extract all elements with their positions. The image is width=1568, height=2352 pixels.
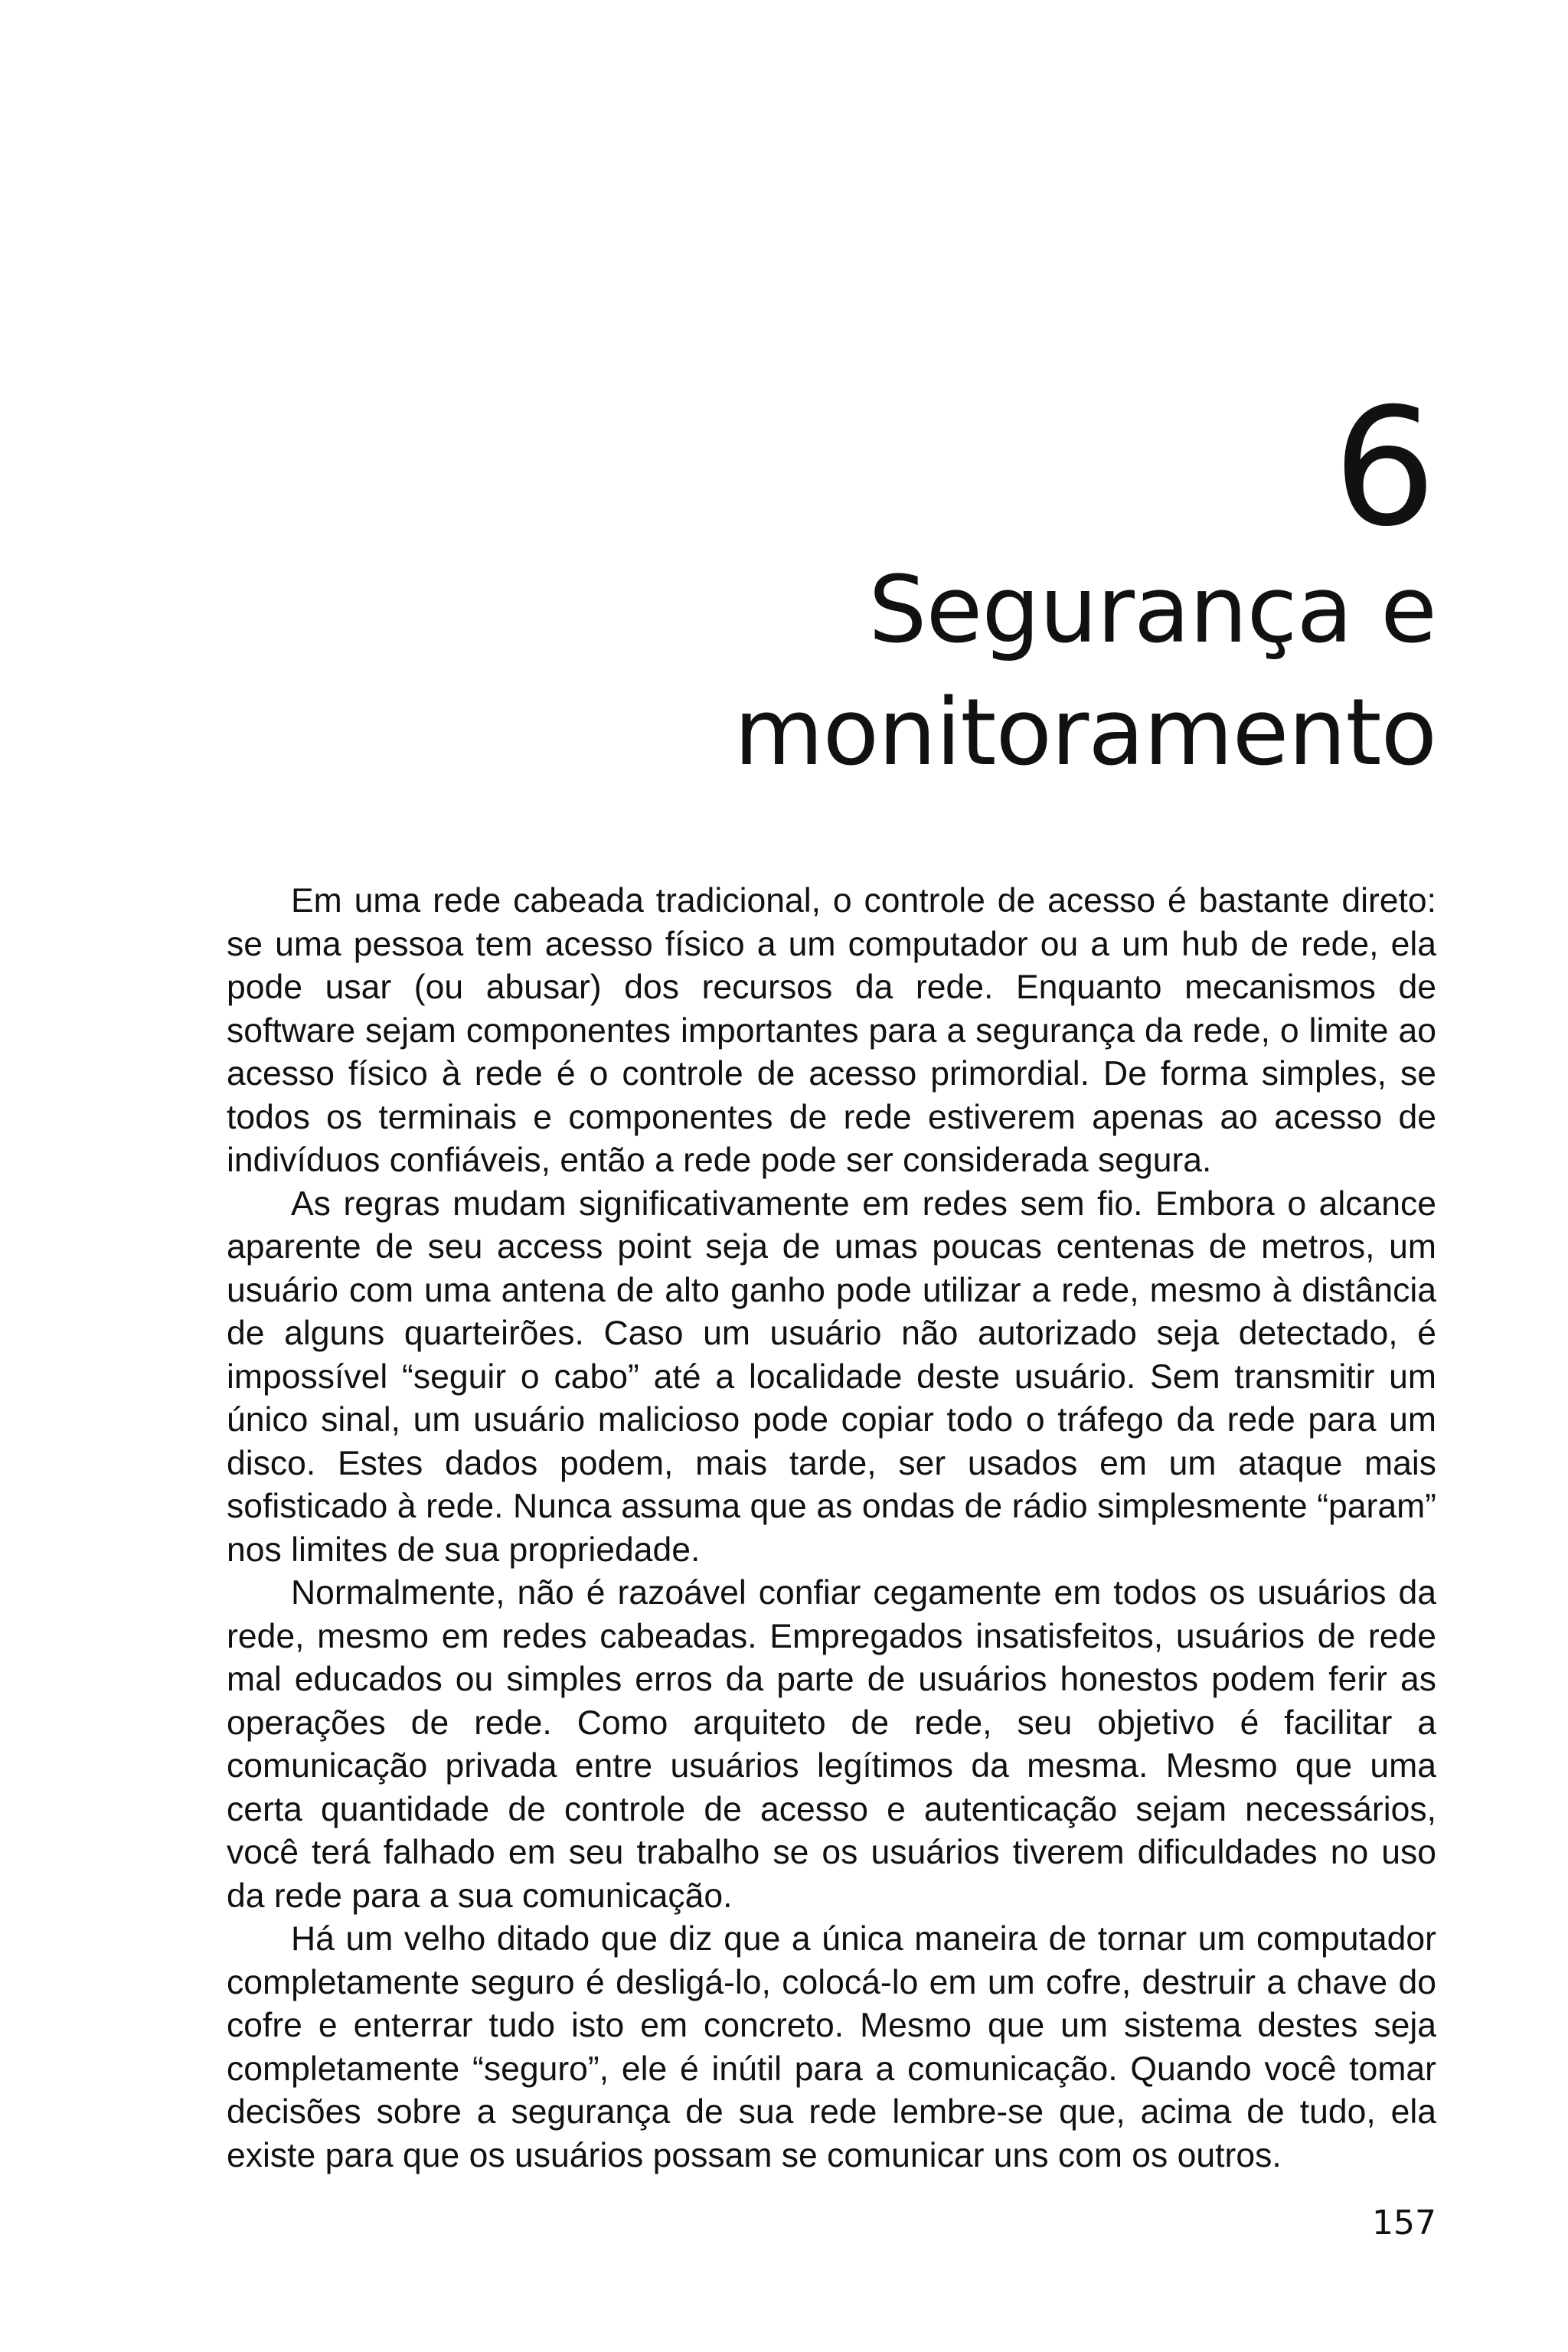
paragraph: Há um velho ditado que diz que a única maneira de tornar um computador completamente seguro é desligá-lo, colocá-lo em um cofre, destruir a chave do cofre e enterrar tudo isto em concreto. Mesmo que um sistema destes seja completamente “seguro”, ele é inútil para a comunicação. Quando você tomar decisões sobre a segurança de sua rede lembre-se que, acima de tudo, ela existe para que os usuários possam se comunicar uns com os outros. xyxy=(227,1920,1436,2174)
paragraph: Em uma rede cabeada tradicional, o controle de acesso é bastante direto: se uma pessoa tem acesso físico a um computador ou a um hub de rede, ela pode usar (ou abusar) dos recursos da rede. Enquanto mecanismos de software sejam componentes importantes para a segurança da rede, o limite ao acesso físico à rede é o controle de acesso primordial. De forma simples, se todos os terminais e componentes de rede estiverem apenas ao acesso de indivíduos confiáveis, então a rede pode ser considerada segura. xyxy=(227,882,1436,1179)
chapter-number: 6 xyxy=(1333,373,1436,562)
paragraph: Normalmente, não é razoável confiar cegamente em todos os usuários da rede, mesmo em redes cabeadas. Empregados insatisfeitos, usuários de rede mal educados ou simples erros da parte de usuários honestos podem ferir as operações de rede. Como arquiteto de rede, seu objetivo é facilitar a comunicação privada entre usuários legítimos da mesma. Mesmo que uma certa quantidade de controle de acesso e autenticação sejam necessários, você terá falhado em seu trabalho se os usuários tiverem dificuldades no uso da rede para a sua comunicação. xyxy=(227,1574,1436,1915)
paragraph: As regras mudam significativamente em redes sem fio. Embora o alcance aparente de seu access point seja de umas poucas centenas de metros, um usuário com uma antena de alto ganho pode utilizar a rede, mesmo à distância de alguns quarteirões. Caso um usuário não autorizado seja detectado, é impossível “seguir o cabo” até a localidade deste usuário. Sem transmitir um único sinal, um usuário malicioso pode copiar todo o tráfego da rede para um disco. Estes dados podem, mais tarde, ser usados em um ataque mais sofisticado à rede. Nunca assuma que as ondas de rádio simplesmente “param” nos limites de sua propriedade. xyxy=(227,1184,1436,1569)
page-number: 157 xyxy=(1372,2203,1436,2243)
chapter-title-line-1: Segurança e xyxy=(868,557,1436,664)
chapter-title xyxy=(441,550,1436,795)
body-text xyxy=(227,880,1436,2177)
chapter-title-line-2: monitoramento xyxy=(733,680,1436,786)
